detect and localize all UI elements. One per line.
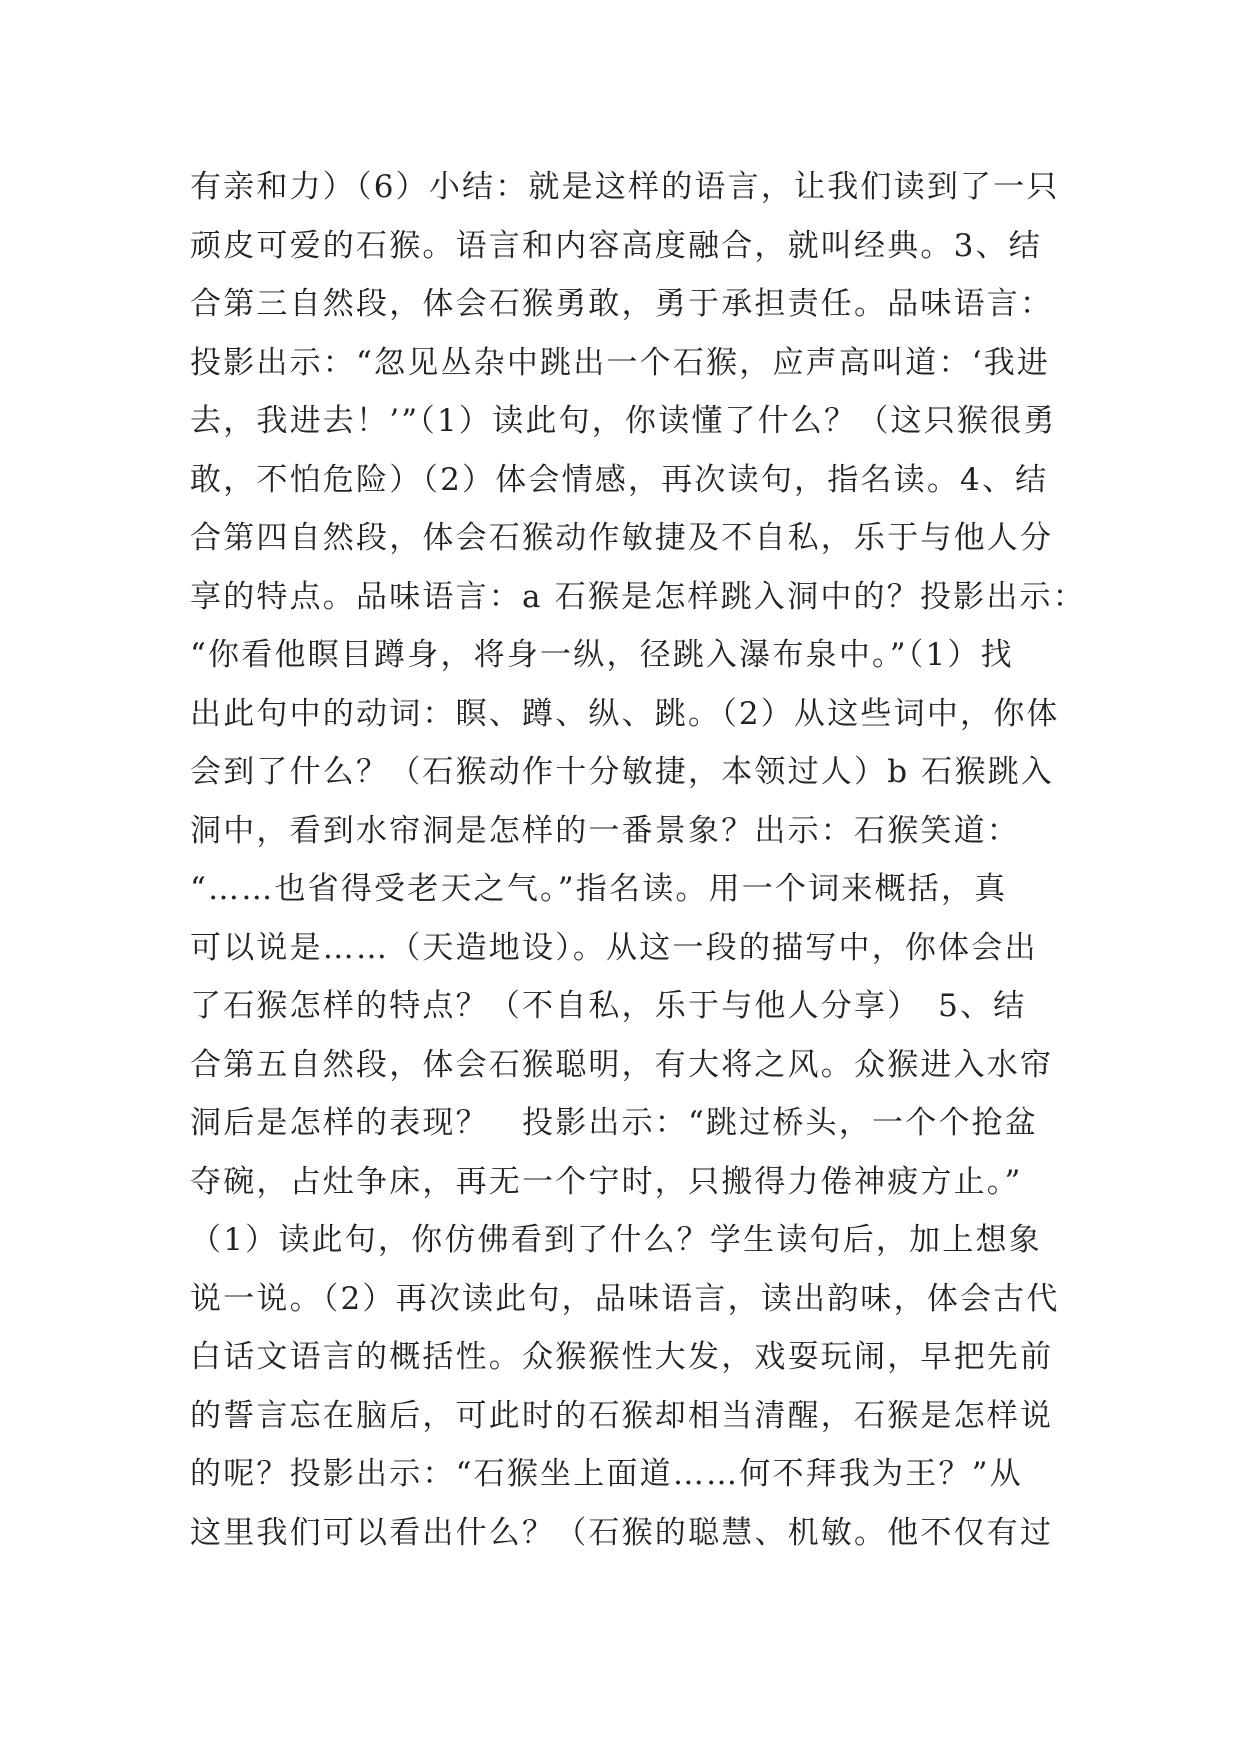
text-line: 了石猴怎样的特点？（不自私，乐于与他人分享） 5、结 xyxy=(190,988,1027,1024)
text-line: 洞中，看到水帘洞是怎样的一番景象？出示：石猴笑道： xyxy=(190,812,1020,849)
text-line: 会到了什么？（石猴动作十分敏捷，本领过人）b 石猴跳入 xyxy=(190,754,1055,790)
text-line: 有亲和力）（6）小结：就是这样的语言，让我们读到了一只 xyxy=(190,169,1060,205)
text-line: 去，我进去！’”（1）读此句，你读懂了什么？（这只猴很勇 xyxy=(190,403,1057,439)
body-text xyxy=(190,158,1090,1562)
text-line: 的誓言忘在脑后，可此时的石猴却相当清醒，石猴是怎样说 xyxy=(190,1397,1054,1434)
text-line: 出此句中的动词：瞑、蹲、纵、跳。（2）从这些词中，你体 xyxy=(190,695,1060,732)
text-line: “……也省得受老天之气。”指名读。用一个词来概括，真 xyxy=(190,871,1008,907)
text-line: 可以说是……（天造地设）。从这一段的描写中，你体会出 xyxy=(190,929,1038,966)
text-line: 敢，不怕危险）（2）体会情感，再次读句，指名读。4、结 xyxy=(190,461,1049,498)
text-line: 投影出示：“忽见丛杂中跳出一个石猴，应声高叫道：‘我进 xyxy=(190,344,1051,381)
text-line: 的呢？投影出示：“石猴坐上面道……何不拜我为王？”从 xyxy=(190,1456,1023,1492)
text-line: 享的特点。品味语言：a 石猴是怎样跳入洞中的？投影出示： xyxy=(190,578,1086,615)
text-line: 洞后是怎样的表现？ 投影出示：“跳过桥头，一个个抢盆 xyxy=(190,1105,1039,1141)
text-line: 合第三自然段，体会石猴勇敢，勇于承担责任。品味语言： xyxy=(190,286,1054,322)
text-line: 合第五自然段，体会石猴聪明，有大将之风。众猴进入水帘 xyxy=(190,1046,1054,1083)
text-line: 说一说。（2）再次读此句，品味语言，读出韵味，体会古代 xyxy=(190,1280,1060,1317)
text-line: 合第四自然段，体会石猴动作敏捷及不自私，乐于与他人分 xyxy=(190,520,1054,556)
text-line: 顽皮可爱的石猴。语言和内容高度融合，就叫经典。3、结 xyxy=(190,227,1042,264)
text-line: 这里我们可以看出什么？（石猴的聪慧、机敏。他不仅有过 xyxy=(190,1514,1054,1551)
text-line: 白话文语言的概括性。众猴猴性大发，戏耍玩闹，早把先前 xyxy=(190,1339,1054,1375)
text-line: （1）读此句，你仿佛看到了什么？学生读句后，加上想象 xyxy=(190,1222,1042,1258)
text-line: “你看他瞑目蹲身，将身一纵，径跳入瀑布泉中。”（1）找 xyxy=(190,637,1014,673)
text-line: 夺碗，占灶争床，再无一个宁时，只搬得力倦神疲方止。” xyxy=(190,1163,1023,1200)
